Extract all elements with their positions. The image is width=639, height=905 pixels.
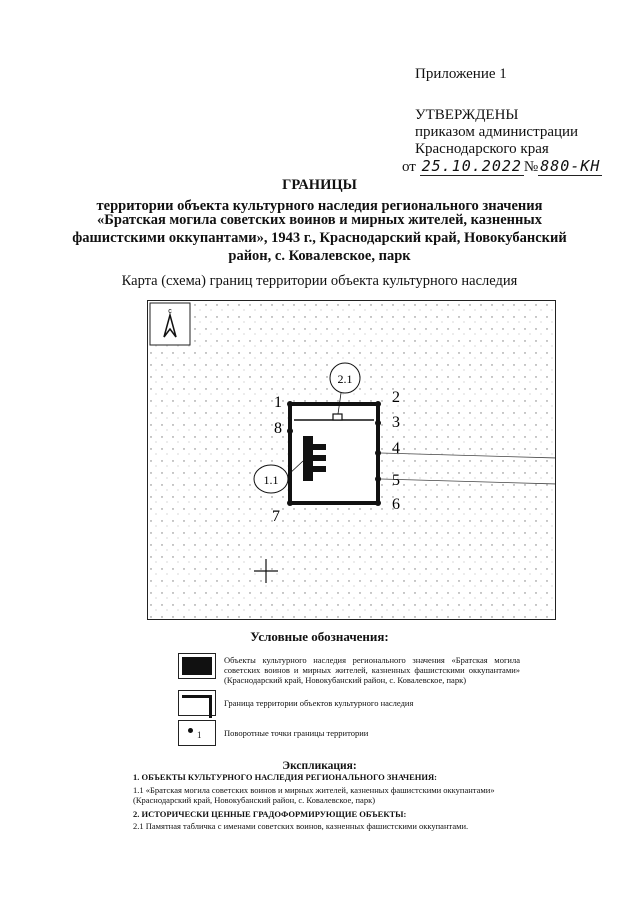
plaque-marker	[333, 414, 342, 420]
callout-object-label: 1.1	[263, 473, 279, 487]
point-label-2: 2	[392, 389, 400, 406]
title-line-4: фашистскими оккупантами», 1943 г., Краснодарский край, Новокубанский	[72, 230, 567, 246]
title-line-2: территории объекта культурного наследия регионального значения	[96, 198, 543, 214]
explication-section-1: 1. ОБЪЕКТЫ КУЛЬТУРНОГО НАСЛЕДИЯ РЕГИОНАЛЬНОГО ЗНАЧЕНИЯ:	[133, 772, 437, 782]
point-label-3: 3	[392, 414, 400, 431]
appendix-label: Приложение 1	[415, 66, 507, 82]
order-line-1: приказом администрации	[415, 124, 579, 140]
legend-object-swatch	[178, 653, 216, 679]
date-prefix: от	[402, 159, 416, 175]
point-label-4: 4	[392, 440, 400, 457]
legend-object-text: Объекты культурного наследия регионального значения «Братская могила советских воинов и мирных жителей, казненных фашистскими оккупантами» (Краснодарский край, Новокубанский район, с. Ковалевское, парк)	[224, 655, 520, 685]
legend-point-swatch	[178, 720, 216, 746]
monument-block-main	[303, 436, 313, 481]
title-line-5: район, с. Ковалевское, парк	[228, 248, 411, 264]
order-line-2: Краснодарского края	[415, 141, 549, 157]
explication-section-2: 2. ИСТОРИЧЕСКИ ЦЕННЫЕ ГРАДОФОРМИРУЮЩИЕ ОБЪЕКТЫ:	[133, 809, 407, 819]
north-label: с	[168, 308, 172, 315]
title-line-1: ГРАНИЦЫ	[282, 177, 357, 193]
point-label-7: 7	[272, 508, 280, 525]
date-value: 25.10.2022	[421, 157, 522, 175]
order-number: 880-КН	[540, 157, 601, 175]
point-label-6: 6	[392, 496, 400, 513]
legend-boundary-swatch	[178, 690, 216, 716]
title-line-3: «Братская могила советских воинов и мирных жителей, казненных	[97, 212, 542, 228]
legend-title: Условные обозначения:	[250, 629, 389, 644]
explication-item-2: 2.1 Памятная табличка с именами советских воинов, казненных фашистскими оккупантами.	[133, 821, 469, 831]
point-label-1: 1	[274, 394, 282, 411]
callout-plaque-label: 2.1	[337, 372, 353, 386]
point-label-8: 8	[274, 420, 282, 437]
map-canvas	[148, 301, 556, 620]
map-caption: Карта (схема) границ территории объекта культурного наследия	[121, 273, 518, 289]
order-date-line	[402, 158, 602, 176]
explication-item-1: 1.1 «Братская могила советских воинов и мирных жителей, казненных фашистскими оккупантами» (Краснодарский край, Новокубанский район, с. Ковалевское, парк)	[133, 785, 495, 805]
explication-title: Экспликация:	[282, 760, 357, 772]
number-sign: №	[523, 159, 539, 175]
point-label-5: 5	[392, 472, 400, 489]
legend-point-number: 1	[197, 730, 202, 740]
boundary-map	[147, 300, 556, 620]
legend-boundary-text: Граница территории объектов культурного наследия	[224, 698, 414, 708]
legend-points-text: Поворотные точки границы территории	[224, 728, 369, 738]
approved-label: УТВЕРЖДЕНЫ	[415, 107, 519, 123]
